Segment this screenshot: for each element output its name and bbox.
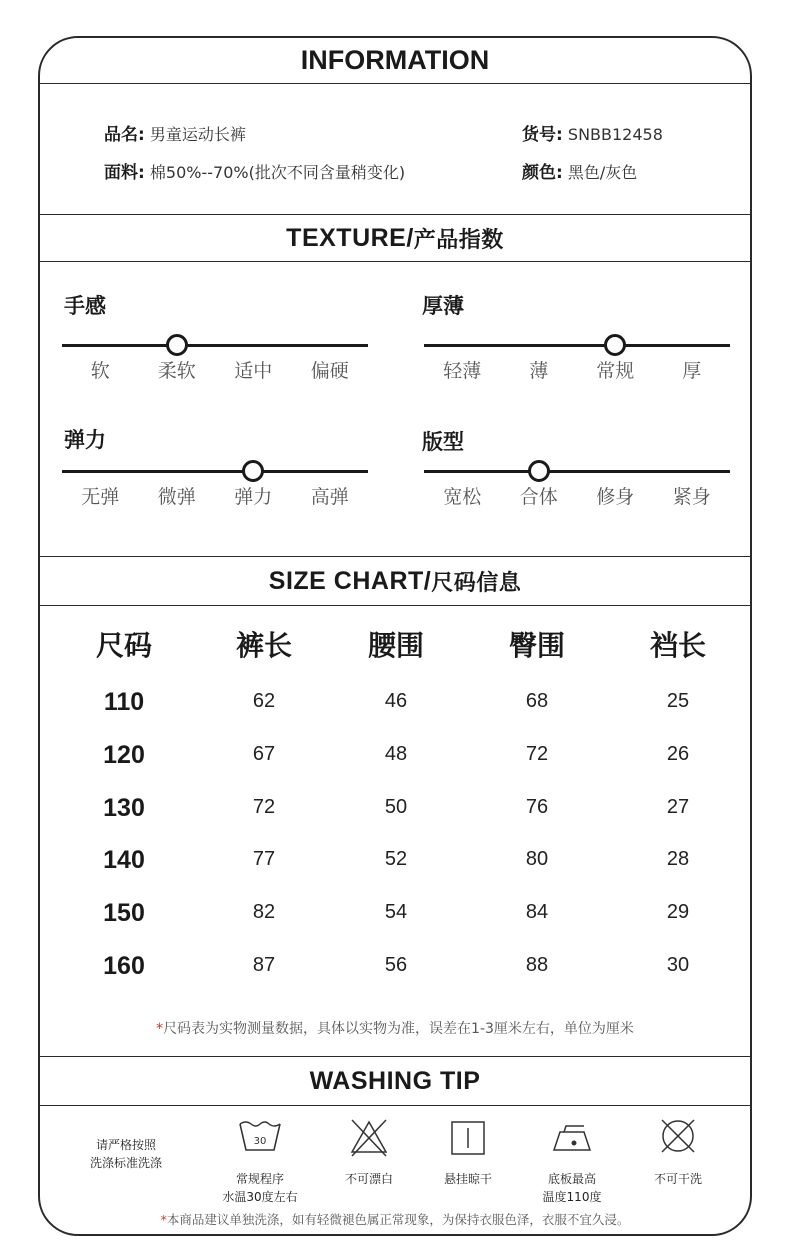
size-cell: 68	[525, 690, 549, 712]
size-chart-title: SIZE CHART/ 尺码信息	[40, 556, 750, 606]
texture-scale-label: 厚	[682, 360, 702, 382]
size-cell: 56	[384, 954, 408, 976]
size-cell: 25	[666, 690, 690, 712]
texture-scale-label: 偏硬	[310, 360, 349, 382]
size-cell: 62	[252, 690, 276, 712]
size-cell: 28	[666, 848, 690, 871]
size-cell: 50	[384, 795, 408, 818]
texture-scale-label: 无弹	[81, 486, 120, 508]
texture-scale-marker	[604, 334, 626, 356]
info-name-row: 品名: 男童运动长裤	[104, 125, 246, 145]
size-cell: 88	[525, 954, 549, 976]
texture-scale-label: 微弹	[157, 486, 196, 508]
washing-label-line: 水温30度左右	[222, 1190, 298, 1204]
washing-label-line: 常规程序	[235, 1172, 284, 1186]
texture-scale-track	[62, 344, 368, 347]
size-cell: 82	[252, 901, 276, 924]
texture-scale-label: 修身	[596, 486, 635, 508]
texture-scale-label: 薄	[529, 360, 549, 382]
texture-scale-track	[424, 344, 730, 347]
texture-scale-marker	[166, 334, 188, 356]
size-cell: 48	[384, 742, 408, 765]
texture-scale-marker	[528, 460, 550, 482]
texture-scale-marker	[242, 460, 264, 482]
texture-scale-track	[424, 470, 730, 473]
texture-scale-label: 紧身	[672, 486, 711, 508]
no-dry-clean-icon	[658, 1116, 698, 1156]
size-cell: 72	[252, 795, 276, 818]
size-row-size: 130	[103, 793, 145, 822]
size-cell: 30	[666, 954, 690, 976]
hang-dry-icon	[450, 1120, 486, 1156]
texture-scale-label: 常规	[596, 360, 635, 382]
size-note: *尺码表为实物测量数据，具体以实物为准，误差在1-3厘米左右，单位为厘米	[156, 1021, 634, 1037]
size-cell: 26	[666, 742, 690, 765]
size-row-size: 150	[103, 899, 145, 928]
size-row-size: 140	[103, 846, 145, 875]
washing-label	[319, 1170, 419, 1188]
washing-label-line: 不可干洗	[653, 1172, 702, 1186]
size-cell: 87	[252, 954, 276, 976]
size-cell: 80	[525, 848, 549, 871]
size-cell: 67	[252, 742, 276, 765]
texture-scale-label: 轻薄	[443, 360, 482, 382]
texture-scale-label: 合体	[519, 486, 558, 508]
size-cell: 27	[666, 795, 690, 818]
size-header: 尺码	[95, 629, 152, 662]
information-title: INFORMATION	[40, 38, 750, 84]
svg-text:30: 30	[253, 1136, 267, 1147]
texture-title: TEXTURE/ 产品指数	[40, 214, 750, 262]
washing-label-line: 悬挂晾干	[443, 1172, 492, 1186]
washing-label-line: 温度110度	[542, 1190, 602, 1204]
product-info-card	[38, 36, 752, 1236]
wash-tub-30-icon	[238, 1120, 282, 1154]
size-cell: 52	[384, 848, 408, 871]
info-fabric-row: 面料: 棉50%--70%(批次不同含量稍变化)	[104, 163, 406, 183]
size-header: 臀围	[508, 629, 565, 662]
texture-scale-title: 弹力	[64, 428, 106, 452]
texture-scale-label: 宽松	[443, 486, 482, 508]
washing-label-line: 底板最高	[547, 1172, 596, 1186]
washing-intro: 请严格按照 洗涤标准洗涤	[89, 1138, 162, 1170]
size-cell: 46	[384, 690, 408, 712]
size-row-size: 160	[103, 952, 145, 980]
texture-scale-title: 厚薄	[422, 294, 464, 318]
size-header: 腰围	[367, 629, 424, 662]
size-cell: 77	[252, 848, 276, 871]
washing-label	[418, 1170, 518, 1188]
info-item-row: 货号: SNBB12458	[522, 125, 663, 145]
washing-label	[522, 1170, 622, 1206]
texture-scale-title: 手感	[64, 294, 106, 318]
info-color-row: 颜色: 黑色/灰色	[522, 163, 638, 183]
texture-scale-label: 软	[90, 360, 110, 382]
size-cell: 76	[525, 795, 549, 818]
washing-title: WASHING TIP	[40, 1056, 750, 1106]
texture-scale-label: 弹力	[234, 486, 273, 508]
washing-label	[628, 1170, 728, 1188]
texture-scale-title: 版型	[422, 430, 464, 454]
washing-label-line: 不可漂白	[344, 1172, 393, 1186]
washing-note: *本商品建议单独洗涤，如有轻微褪色属正常现象，为保持衣服色泽，衣服不宜久浸。	[160, 1212, 630, 1227]
texture-scale-label: 柔软	[157, 360, 196, 382]
texture-scale-label: 适中	[234, 360, 273, 382]
texture-scale-label: 高弹	[310, 486, 349, 508]
size-cell: 54	[384, 901, 408, 924]
size-cell: 29	[666, 901, 690, 924]
size-cell: 72	[525, 742, 549, 765]
size-row-size: 110	[103, 688, 145, 716]
size-cell: 84	[525, 901, 549, 924]
size-header: 裤长	[235, 629, 292, 662]
texture-scale-track	[62, 470, 368, 473]
iron-icon	[550, 1122, 594, 1156]
no-bleach-icon	[348, 1118, 390, 1158]
size-header: 裆长	[649, 629, 706, 662]
size-row-size: 120	[103, 740, 145, 769]
washing-label	[210, 1170, 310, 1206]
